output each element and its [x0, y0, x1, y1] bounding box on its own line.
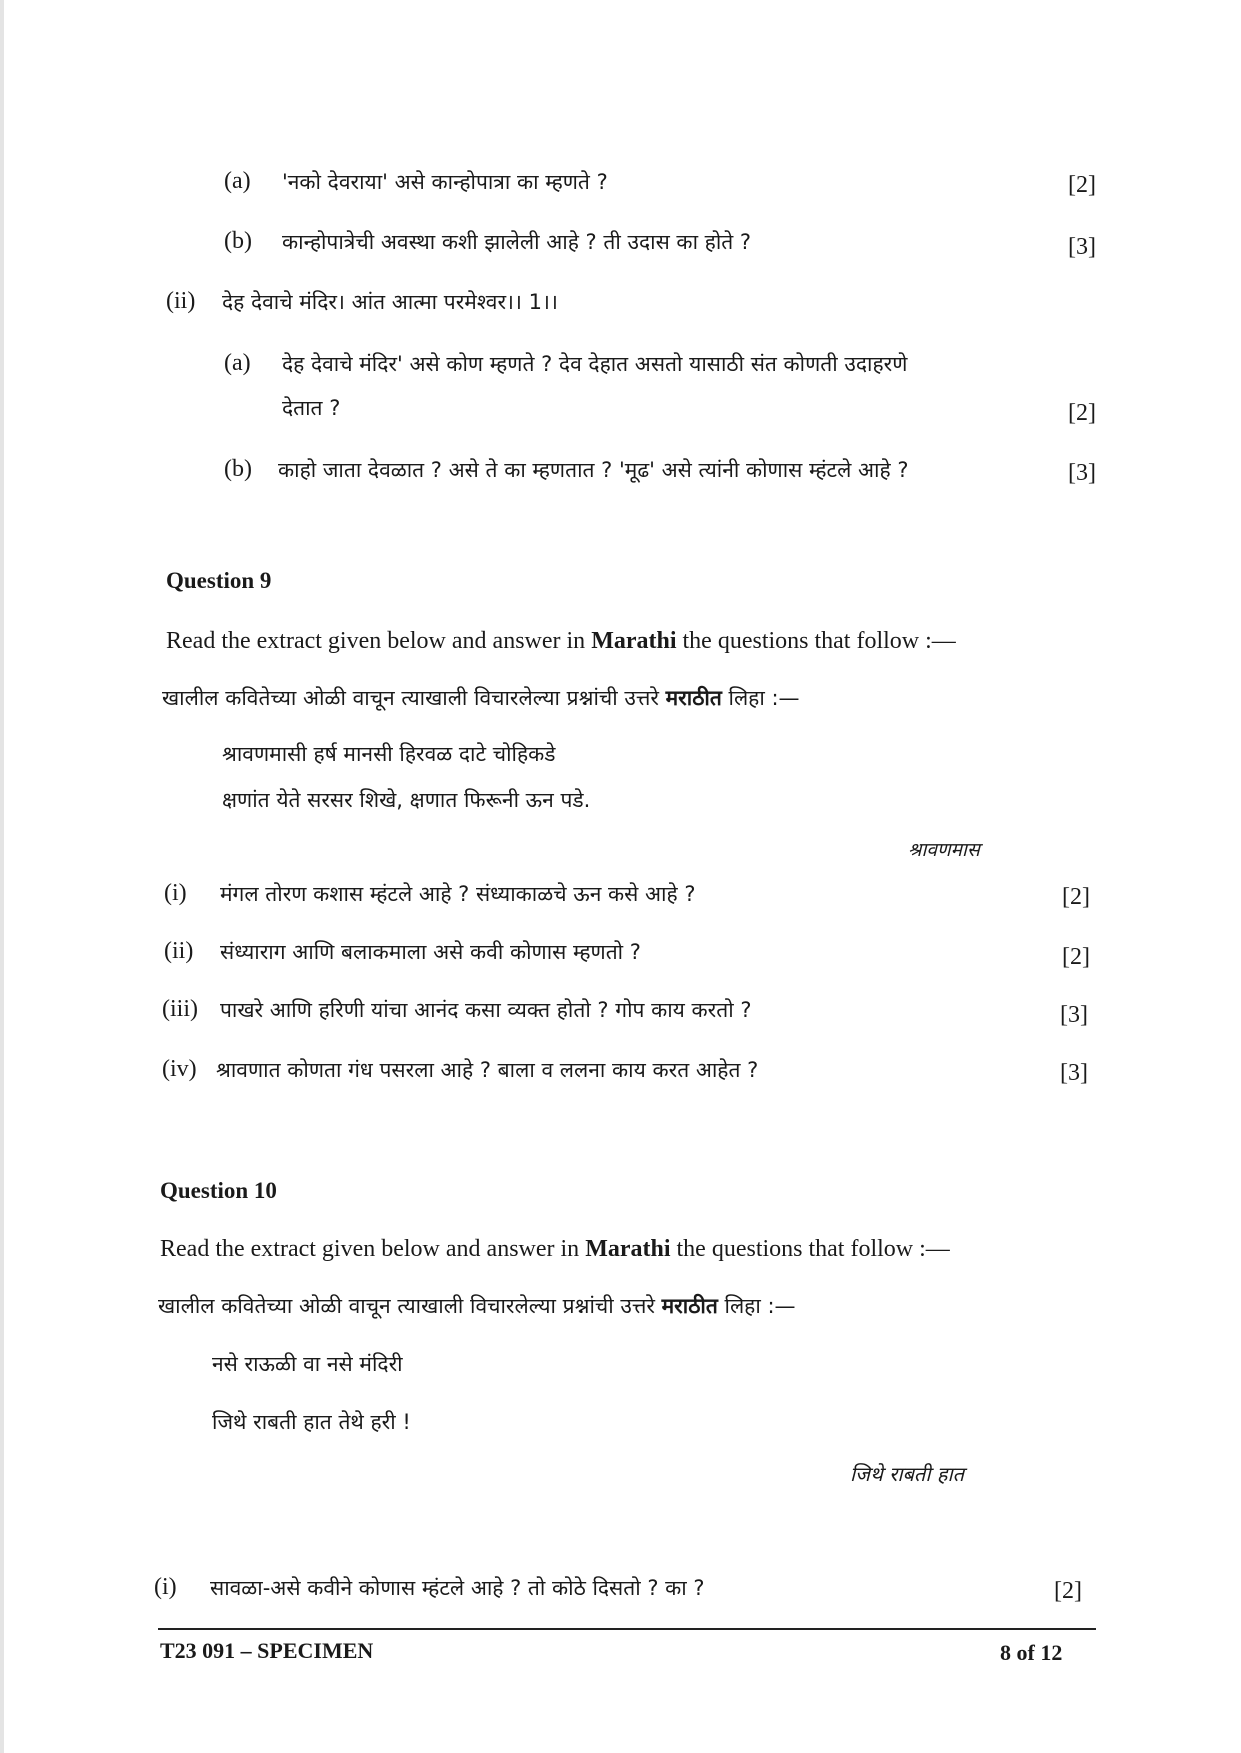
question-heading: Question 9	[166, 568, 272, 593]
page-number: 8 of 12	[1000, 1640, 1063, 1665]
question-text: मंगल तोरण कशास म्हंटले आहे ? संध्याकाळचे ऊन कसे आहे ?	[220, 882, 696, 906]
footer-rule	[158, 1628, 1096, 1630]
instruction-english: Read the extract given below and answer in Marathi the questions that follow :—	[166, 628, 956, 654]
part-label: (a)	[224, 350, 251, 376]
part-label: (ii)	[166, 288, 196, 314]
instruction-english: Read the extract given below and answer in Marathi the questions that follow :—	[160, 1236, 950, 1262]
paper-code: T23 091 – SPECIMEN	[160, 1638, 374, 1663]
question-label: (iv)	[162, 1056, 197, 1082]
marks: [2]	[1068, 400, 1096, 426]
question-heading: Question 10	[160, 1178, 277, 1203]
poem-line: नसे राऊळी वा नसे मंदिरी	[212, 1352, 403, 1376]
poem-line: जिथे राबती हात तेथे हरी !	[212, 1410, 411, 1434]
marks: [2]	[1062, 884, 1090, 910]
page-edge	[0, 0, 4, 1753]
marks: [3]	[1060, 1002, 1088, 1028]
question-text: संध्याराग आणि बलाकमाला असे कवी कोणास म्हणतो ?	[220, 940, 641, 964]
part-label: (b)	[224, 456, 252, 482]
part-label: (b)	[224, 228, 252, 254]
question-text: सावळा-असे कवीने कोणास म्हंटले आहे ? तो कोठे दिसतो ? का ?	[210, 1576, 705, 1600]
question-text: 'नको देवराया' असे कान्होपात्रा का म्हणते ?	[282, 170, 608, 194]
extract-line: देह देवाचे मंदिर। आंत आत्मा परमेश्वर।। 1।।	[222, 290, 558, 314]
question-text: देह देवाचे मंदिर' असे कोण म्हणते ? देव देहात असतो यासाठी संत कोणती उदाहरणे	[282, 352, 908, 376]
poem-source: जिथे राबती हात	[850, 1462, 965, 1486]
question-label: (ii)	[164, 938, 194, 964]
marks: [2]	[1068, 172, 1096, 198]
marks: [3]	[1068, 460, 1096, 486]
marks: [2]	[1062, 944, 1090, 970]
question-label: (i)	[164, 880, 187, 906]
marks: [3]	[1060, 1060, 1088, 1086]
question-text: पाखरे आणि हरिणी यांचा आनंद कसा व्यक्त होतो ? गोप काय करतो ?	[220, 998, 752, 1022]
poem-source: श्रावणमास	[908, 839, 980, 861]
marks: [2]	[1054, 1578, 1082, 1604]
question-text: काहो जाता देवळात ? असे ते का म्हणतात ? 'मूढ' असे त्यांनी कोणास म्हंटले आहे ?	[278, 458, 909, 482]
question-label: (i)	[154, 1574, 177, 1600]
question-text: श्रावणात कोणता गंध पसरला आहे ? बाला व ललना काय करत आहेत ?	[216, 1058, 759, 1082]
marks: [3]	[1068, 234, 1096, 260]
question-text: कान्होपात्रेची अवस्था कशी झालेली आहे ? ती उदास का होते ?	[282, 230, 752, 254]
instruction-marathi: खालील कवितेच्या ओळी वाचून त्याखाली विचारलेल्या प्रश्नांची उत्तरे मराठीत लिहा :—	[162, 686, 800, 710]
instruction-marathi: खालील कवितेच्या ओळी वाचून त्याखाली विचारलेल्या प्रश्नांची उत्तरे मराठीत लिहा :—	[158, 1294, 796, 1318]
question-label: (iii)	[162, 996, 198, 1022]
poem-line: क्षणांत येते सरसर शिखे, क्षणात फिरूनी ऊन पडे.	[222, 788, 591, 812]
part-label: (a)	[224, 168, 251, 194]
question-text-continued: देतात ?	[282, 396, 341, 420]
poem-line: श्रावणमासी हर्ष मानसी हिरवळ दाटे चोहिकडे	[222, 742, 556, 766]
